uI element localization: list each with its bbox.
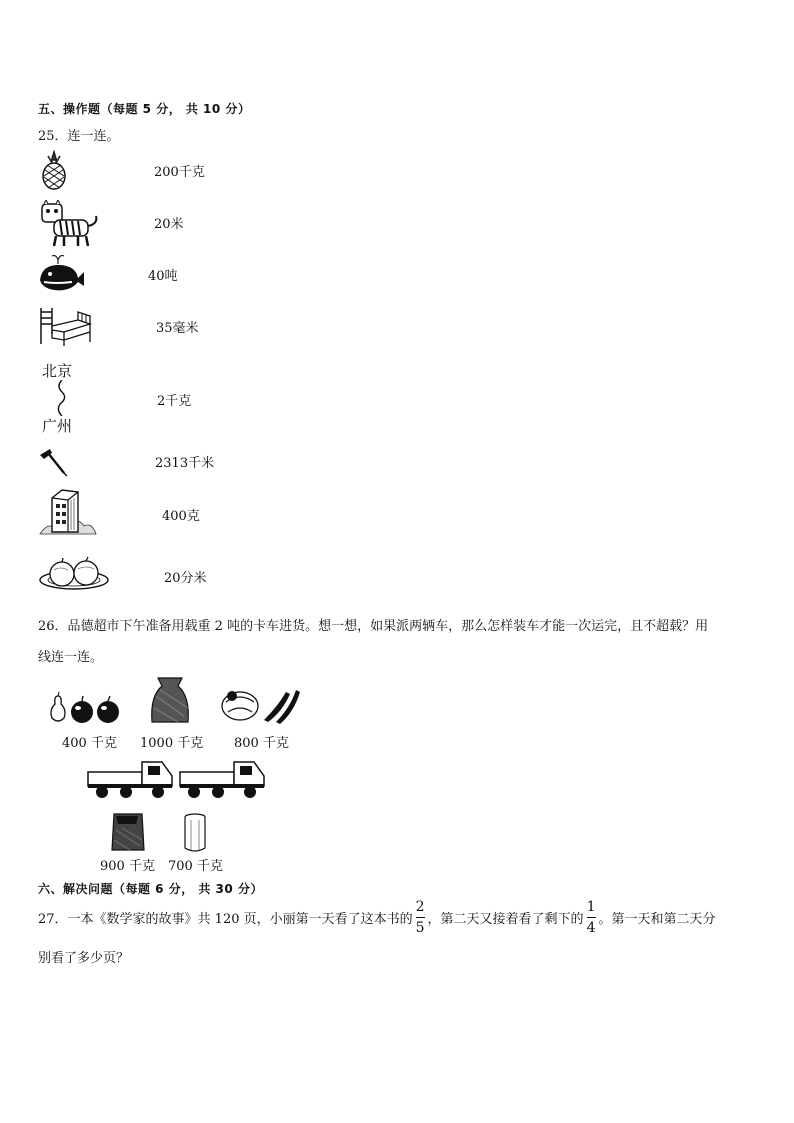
section-5-title: 五、操作题（每题 5 分， 共 10 分） [38, 102, 251, 116]
tiger-icon [38, 200, 100, 248]
map-route-icon [42, 360, 86, 436]
fraction-two-fifths [415, 900, 426, 935]
goods-label-5: 700 千克 [168, 859, 223, 874]
answer-option-2: 20米 [154, 217, 184, 232]
question-27-text-part2: ，第二天又接着看了剩下的 [427, 912, 584, 927]
route-line [52, 380, 72, 416]
fraction-2-bar [587, 917, 596, 918]
pear-apples-icon [48, 692, 124, 726]
fraction-2-numerator: 1 [586, 899, 596, 915]
answer-option-7: 400克 [162, 509, 200, 524]
question-27-line1 [38, 900, 716, 935]
fraction-2-denominator: 4 [586, 920, 596, 936]
fraction-one-quarter [586, 900, 597, 935]
pineapple-icon [38, 150, 70, 190]
section-6-title: 六、解决问题（每题 6 分， 共 30 分） [38, 882, 263, 896]
answer-option-6: 2313千米 [155, 456, 215, 471]
vegetables-icon [220, 684, 302, 724]
map-label-guangzhou: 广州 [42, 417, 73, 435]
fraction-1-numerator: 2 [415, 899, 425, 915]
bed-icon [38, 304, 94, 348]
grain-bag-icon [108, 810, 148, 854]
answer-option-4: 35毫米 [156, 321, 199, 336]
whale-icon [38, 252, 86, 294]
question-26-prompt-line2: 线连一连。 [38, 650, 104, 665]
fruit-plate-icon [38, 556, 114, 592]
truck-icon-1 [86, 756, 176, 800]
goods-label-1: 400 千克 [62, 736, 117, 751]
question-27-text-part1: 27．一本《数学家的故事》共 120 页，小丽第一天看了这本书的 [38, 912, 413, 927]
answer-option-8: 20分米 [164, 571, 207, 586]
truck-icon-2 [178, 756, 268, 800]
sack-icon [148, 676, 192, 726]
building-icon [38, 486, 98, 540]
oil-barrel-icon [182, 812, 208, 854]
answer-option-5: 2千克 [157, 394, 192, 409]
fraction-1-bar [416, 917, 425, 918]
goods-label-4: 900 千克 [100, 859, 155, 874]
question-27-line2: 别看了多少页？ [38, 951, 130, 966]
map-label-beijing: 北京 [42, 362, 73, 380]
answer-option-1: 200千克 [154, 165, 205, 180]
nail-icon [38, 447, 72, 477]
question-27-text-part3: 。第一天和第二天分 [598, 912, 716, 927]
question-25-prompt: 25．连一连。 [38, 129, 120, 144]
answer-option-3: 40吨 [148, 269, 178, 284]
question-26-prompt-line1: 26．品德超市下午准备用载重 2 吨的卡车进货。想一想，如果派两辆车，那么怎样装车才能一次运完，且不超载？用 [38, 619, 709, 634]
fraction-1-denominator: 5 [415, 920, 425, 936]
goods-label-2: 1000 千克 [140, 736, 204, 751]
goods-label-3: 800 千克 [234, 736, 289, 751]
